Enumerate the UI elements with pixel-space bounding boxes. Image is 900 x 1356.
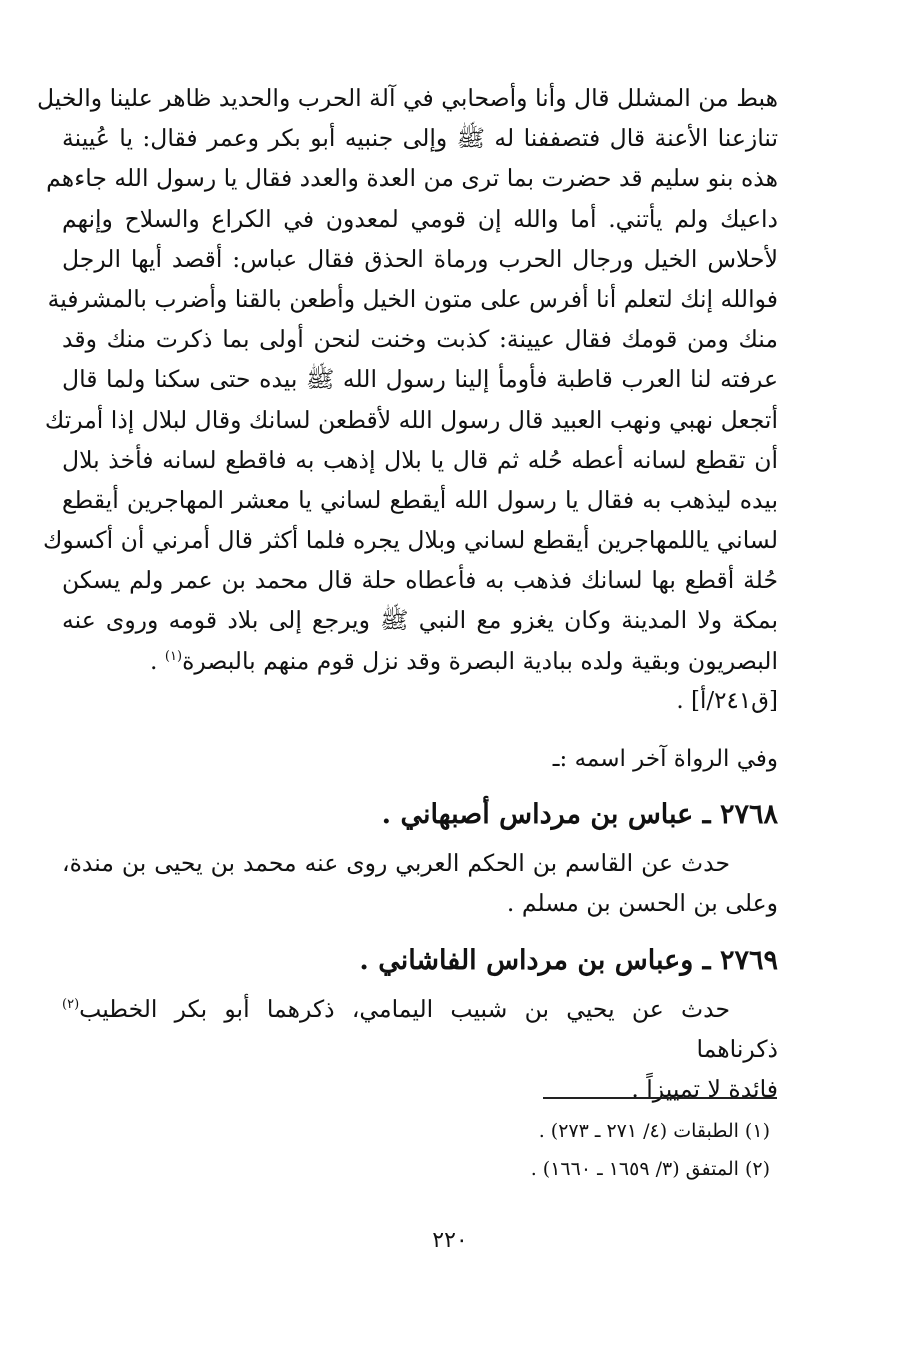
body-line-last: [62, 641, 778, 681]
body-line: أن تقطع لسانه أعطه حُله ثم قال يا بلال إذهب به فاقطع لسانه فأخذ بلال: [62, 445, 778, 474]
page-number: ٢٢٠: [432, 1228, 468, 1253]
body-line: فوالله إنك لتعلم أنا أفرس على متون الخيل وأطعن بالقنا وأضرب بالمشرفية: [47, 284, 778, 313]
entry-heading: [62, 793, 778, 837]
manuscript-reference: [ق٢٤١/أ] .: [676, 687, 778, 714]
body-line-text: البصريون وبقية ولده ببادية البصرة وقد نزل قوم منهم بالبصرة: [182, 646, 778, 675]
body-line: حُلة أقطع بها لسانك فذهب به فأعطاه حلة قال محمد بن عمر ولم يسكن: [62, 566, 778, 595]
footnote: (١) الطبقات (٤/ ٢٧١ ـ ٢٧٣) .: [538, 1120, 770, 1142]
body-line: هبط من المشلل قال وأنا وأصحابي في آلة الحرب والحديد ظاهر علينا والخيل: [37, 84, 778, 112]
section-intro: وفي الرواة آخر اسمه :ـ: [552, 745, 778, 772]
body-line: بمكة ولا المدينة وكان يغزو مع النبي ﷺ ويرجع إلى بلاد قومه وروى عنه: [62, 606, 778, 635]
entry-body-line: وعلى بن الحسن بن مسلم .: [506, 888, 778, 917]
entry-body: [62, 989, 778, 1109]
body-line: منك ومن قومك فقال عيينة: كذبت وخنت لنحن أولى بما ذكرت منك وقد: [62, 325, 778, 354]
entry-body: [62, 843, 778, 923]
entry-title: ـ عباس بن مرداس أصبهاني .: [381, 798, 720, 830]
body-line: داعيك ولم يأتني. أما والله إن قومي لمعدون في الكراع والسلاح وإنهم: [62, 204, 778, 233]
entry-body-line: حدث عن القاسم بن الحكم العربي روى عنه محمد بن يحيى بن مندة،: [62, 848, 730, 877]
body-line: لساني ياللمهاجرين أيقطع لساني وبلال يجره فلما أكثر قال أمرني أن أكسوك: [42, 526, 778, 555]
body-line: هذه بنو سليم قد حضرت بما ترى من العدة والعدد فقال يا رسول الله جاءهم: [46, 164, 778, 193]
entry-heading: [62, 939, 778, 983]
entry-title: ـ وعباس بن مرداس الفاشاني .: [359, 944, 720, 976]
entry-number: ٢٧٦٩: [719, 944, 778, 976]
entry-body-line: فائدة لا تمييزاً .: [631, 1074, 778, 1103]
page-content: [37, 78, 778, 1109]
body-line: عرفته لنا العرب قاطبة فأومأ إلينا رسول الله ﷺ بيده حتى سكنا ولما قال: [62, 365, 778, 394]
body-line: تنازعنا الأعنة قال فتصففنا له ﷺ وإلى جنبيه أبو بكر وعمر فقال: يا عُيينة: [62, 124, 778, 153]
footnotes: [531, 1112, 770, 1188]
line-end-period: .: [149, 646, 165, 675]
footnote-marker: (١): [164, 648, 183, 664]
footnote: (٢) المتفق (٣/ ١٦٥٩ ـ ١٦٦٠) .: [530, 1158, 770, 1180]
body-line: أتجعل نهبي ونهب العبيد قال رسول الله لأقطعن لسانك وقال لبلال إذا أمرتك: [44, 405, 778, 434]
body-line: لأحلاس الخيل ورجال الحرب ورماة الحذق فقال عباس: أقصد أيها الرجل: [62, 244, 778, 273]
body-line: بيده ليذهب به فقال يا رسول الله أيقطع لساني يا معشر المهاجرين أيقطع: [62, 485, 778, 514]
entry-number: ٢٧٦٨: [719, 798, 778, 830]
footnote-marker: (٢): [62, 996, 80, 1012]
entry-body-line: [62, 989, 778, 1069]
entry-body-text: ذكرناهما: [696, 1034, 778, 1063]
footnote-divider: [543, 1097, 777, 1099]
entry-body-text: حدث عن يحيي بن شبيب اليمامي، ذكرهما أبو بكر الخطيب: [79, 994, 730, 1023]
